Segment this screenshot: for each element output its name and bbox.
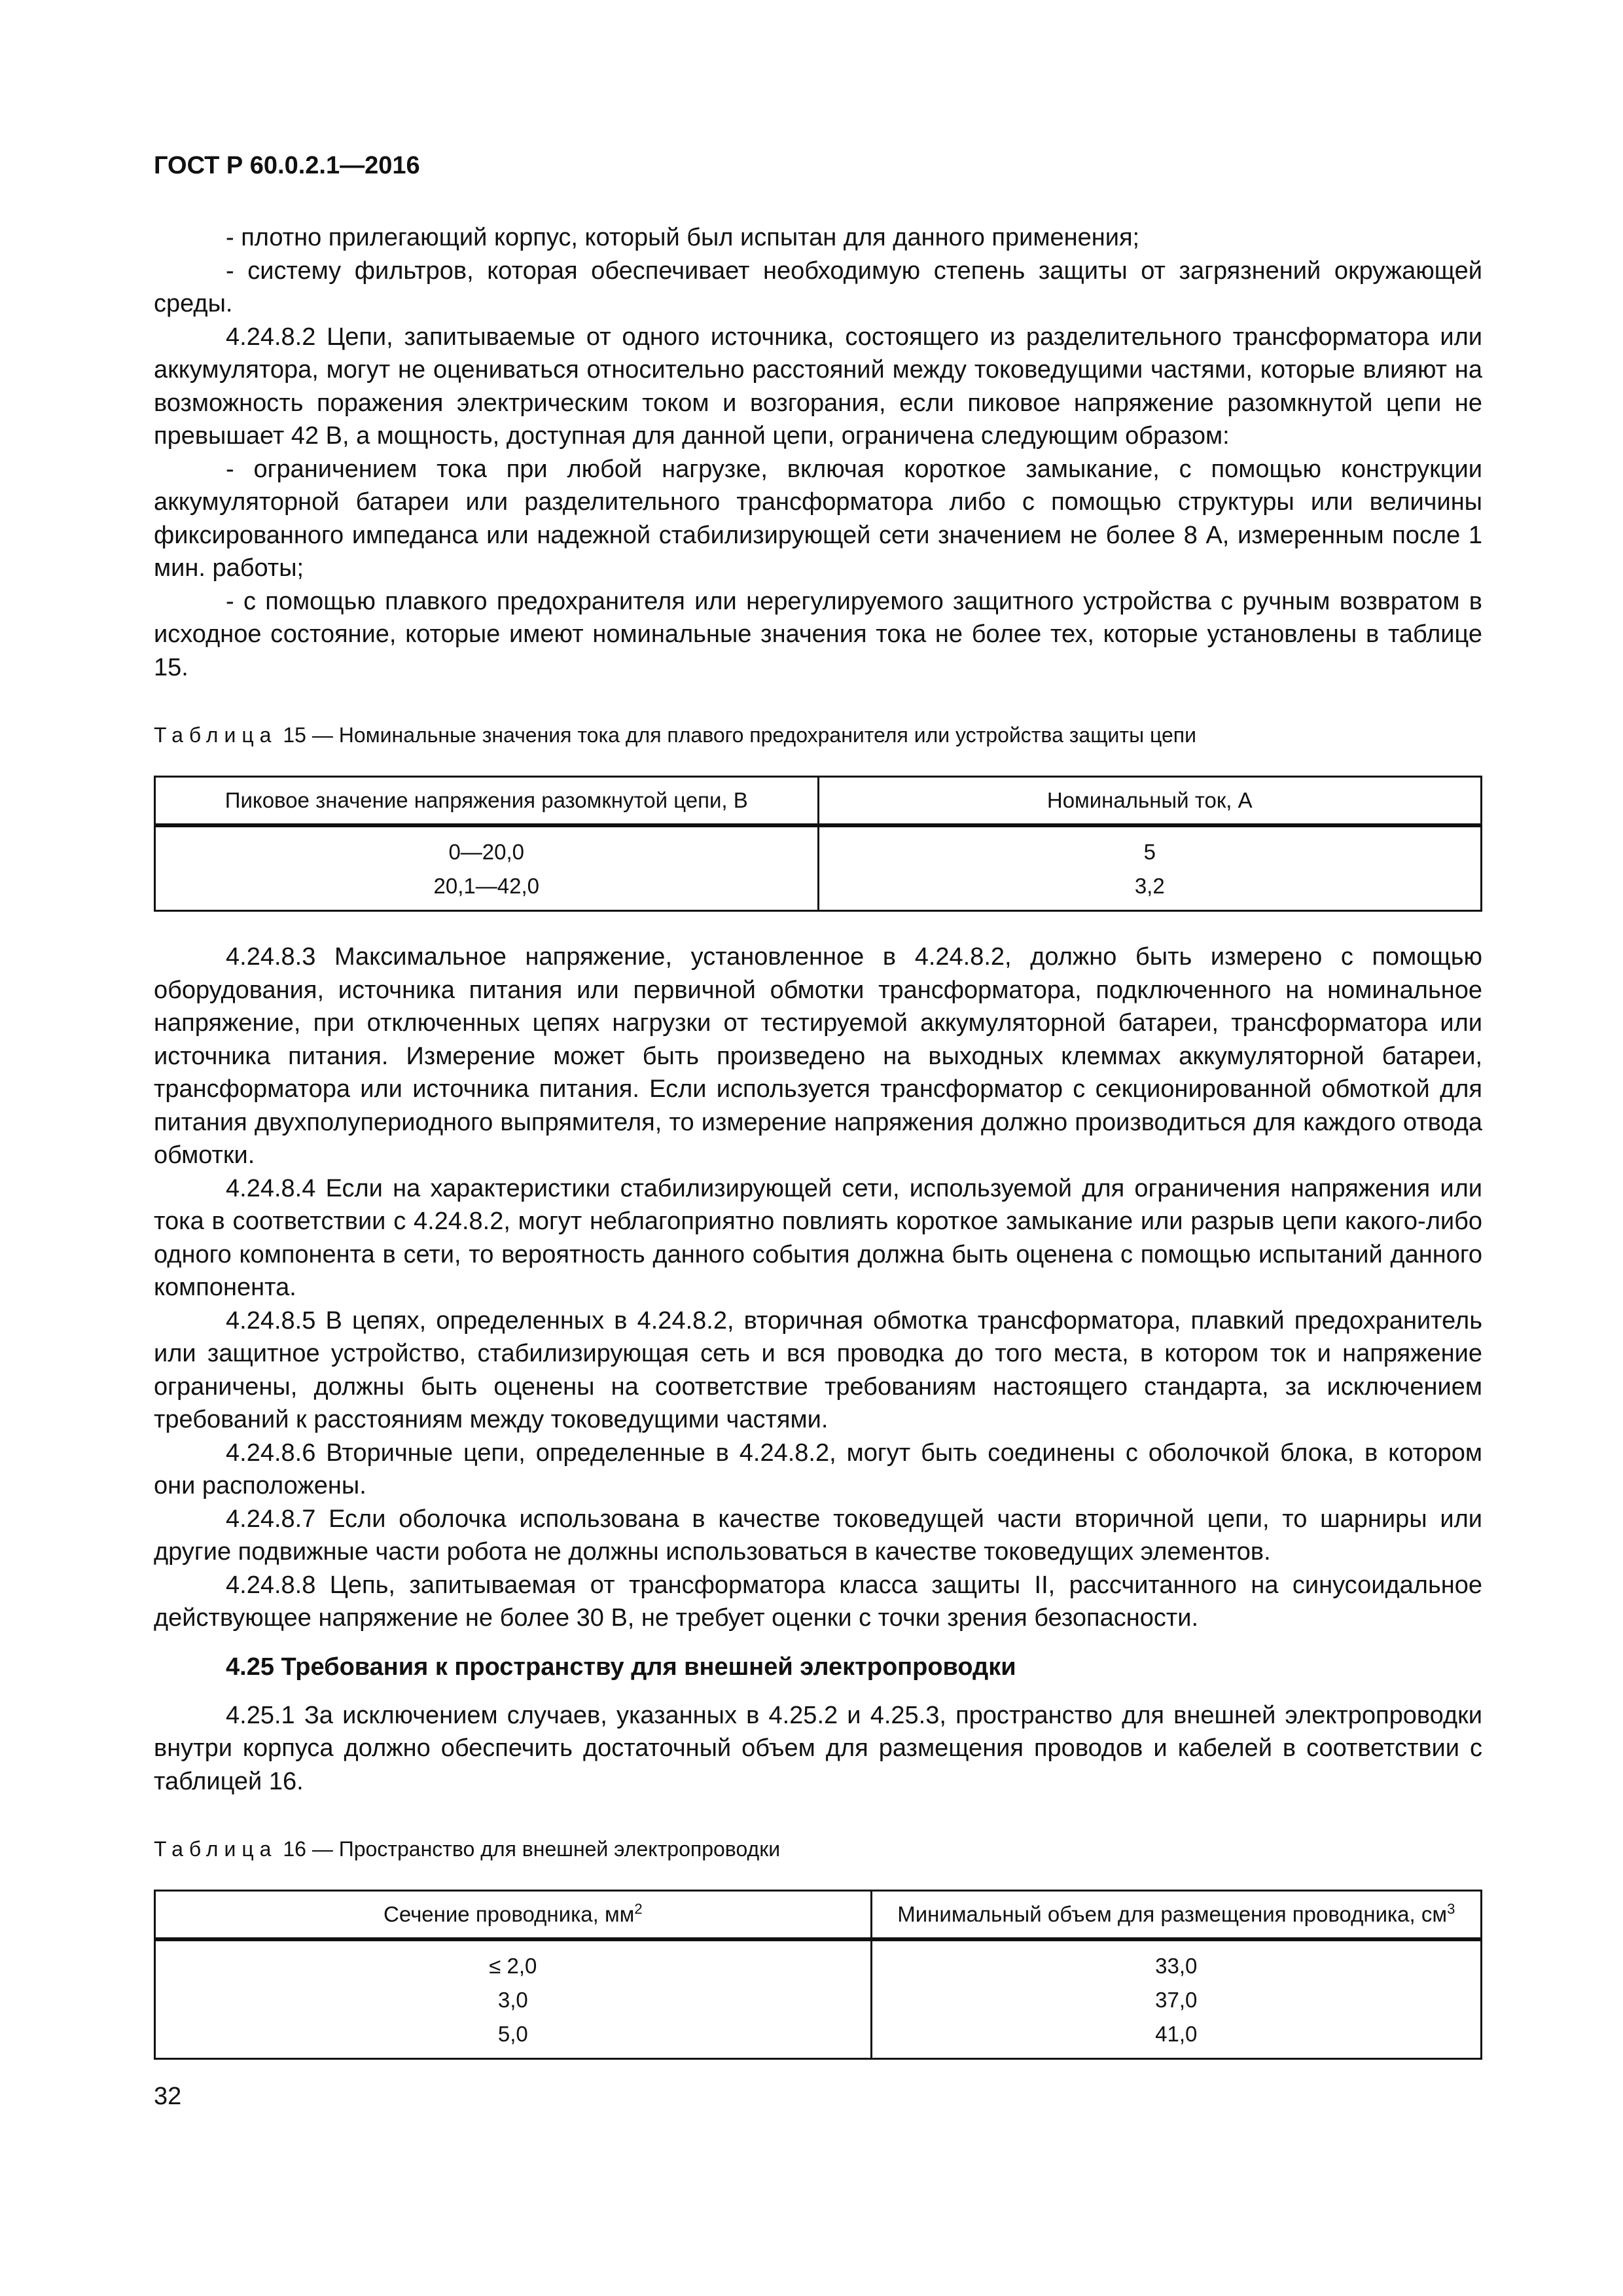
- superscript: 2: [634, 1901, 643, 1917]
- table-cell: 41,0: [871, 2017, 1481, 2059]
- paragraph: 4.25.1 За исключением случаев, указанных в 4.25.2 и 4.25.3, пространство для внешней электропроводки внутри корпуса должно обеспечить достаточный объем для размещения проводов и кабелей в соответствии с таблицей 16.: [154, 1701, 1482, 1795]
- table-15-caption: [154, 722, 1482, 748]
- table-label: Таблица: [154, 1837, 277, 1861]
- page-number: 32: [154, 2083, 182, 2110]
- table-label: Таблица: [154, 723, 277, 747]
- superscript: 3: [1447, 1901, 1455, 1917]
- header-text: Сечение проводника, мм: [383, 1902, 635, 1926]
- paragraph: 4.24.8.8 Цепь, запитываемая от трансформатора класса защиты II, рассчитанного на синусоидальное действующее напряжение не более 30 В, не требует оценки с точки зрения безопасности.: [154, 1571, 1482, 1632]
- paragraph: 4.24.8.7 Если оболочка использована в качестве токоведущей части вторичной цепи, то шарниры или другие подвижные части робота не должны использоваться в качестве токоведущих элементов.: [154, 1505, 1482, 1566]
- table-row: [155, 2017, 1482, 2059]
- table-cell: 5,0: [155, 2017, 872, 2059]
- table-cell: 5: [818, 825, 1482, 869]
- table-cell: 0—20,0: [155, 825, 819, 869]
- header-cell-current: Номинальный ток, А: [818, 777, 1482, 826]
- table-15: [154, 776, 1482, 912]
- table-cell: ≤ 2,0: [155, 1939, 872, 1983]
- header-cell-voltage: Пиковое значение напряжения разомкнутой цепи, В: [155, 777, 819, 826]
- table-16-caption: [154, 1836, 1482, 1862]
- table-row: [155, 869, 1482, 911]
- paragraph: - систему фильтров, которая обеспечивает необходимую степень защиты от загрязнений окружающей среды.: [154, 257, 1482, 317]
- table-cell: 33,0: [871, 1939, 1481, 1983]
- paragraph: 4.24.8.5 В цепях, определенных в 4.24.8.2, вторичная обмотка трансформатора, плавкий предохранитель или защитное устройство, стабилизирующая сеть и вся проводка до того места, в котором ток и напряжение ограничены, должны быть оценены на соответствие требованиям настоящего стандарта, за исключением требований к расстояниям между токоведущими частями.: [154, 1306, 1482, 1433]
- paragraph: 4.24.8.6 Вторичные цепи, определенные в 4.24.8.2, могут быть соединены с оболочкой блока, в котором они расположены.: [154, 1439, 1482, 1499]
- body-text-top: [154, 221, 1482, 684]
- document-code: ГОСТ Р 60.0.2.1—2016: [154, 152, 420, 179]
- table-cell: 3,0: [155, 1983, 872, 2017]
- table-caption-text: 15 — Номинальные значения тока для плавого предохранителя или устройства защиты цепи: [283, 723, 1196, 747]
- paragraph: 4.24.8.4 Если на характеристики стабилизирующей сети, используемой для ограничения напряжения или тока в соответствии с 4.24.8.2, могут неблагоприятно повлиять короткое замыкание или разрыв цепи какого-либо одного компонента в сети, то вероятность данного события должна быть оценена с помощью испытаний данного компонента.: [154, 1174, 1482, 1301]
- paragraph: - с помощью плавкого предохранителя или нерегулируемого защитного устройства с ручным возвратом в исходное состояние, которые имеют номинальные значения тока не более тех, которые установлены в таблице 15.: [154, 587, 1482, 681]
- header-cell-volume: [871, 1891, 1481, 1940]
- table-header-row: [155, 777, 1482, 826]
- paragraph: - плотно прилегающий корпус, который был испытан для данного применения;: [226, 224, 1140, 251]
- table-cell: 37,0: [871, 1983, 1481, 2017]
- paragraph: 4.24.8.3 Максимальное напряжение, установленное в 4.24.8.2, должно быть измерено с помощью оборудования, источника питания или первичной обмотки трансформатора, подключенного на номинальное напряжение, при отключенных цепях нагрузки от тестируемой аккумуляторной батареи, трансформатора или источника питания. Измерение может быть произведено на выходных клеммах аккумуляторной батареи, трансформатора или источника питания. Если используется трансформатор с секционированной обмоткой для питания двухполупериодного выпрямителя, то измерение напряжения должно производиться для каждого отвода обмотки.: [154, 943, 1482, 1169]
- table-header-row: [155, 1891, 1482, 1940]
- paragraph: - ограничением тока при любой нагрузке, включая короткое замыкание, с помощью конструкции аккумуляторной батареи или разделительного трансформатора либо с помощью структуры или величины фиксированного импеданса или надежной стабилизирующей сети значением не более 8 А, измеренным после 1 мин. работы;: [154, 455, 1482, 582]
- table-cell: 3,2: [818, 869, 1482, 911]
- table-row: [155, 825, 1482, 869]
- table-row: [155, 1983, 1482, 2017]
- header-cell-cross-section: [155, 1891, 872, 1940]
- table-row: [155, 1939, 1482, 1983]
- table-caption-text: 16 — Пространство для внешней электропроводки: [283, 1837, 781, 1861]
- table-cell: 20,1—42,0: [155, 869, 819, 911]
- body-text-middle: [154, 941, 1482, 1635]
- section-title: 4.25 Требования к пространству для внешней электропроводки: [226, 1653, 1016, 1681]
- header-text: Минимальный объем для размещения проводника, см: [897, 1902, 1448, 1926]
- table-16: [154, 1890, 1482, 2060]
- body-text-section: [154, 1699, 1482, 1799]
- paragraph: 4.24.8.2 Цепи, запитываемые от одного источника, состоящего из разделительного трансформатора или аккумулятора, могут не оцениваться относительно расстояний между токоведущими частями, которые влияют на возможность поражения электрическим током и возгорания, если пиковое напряжение разомкнутой цепи не превышает 42 В, а мощность, доступная для данной цепи, ограничена следующим образом:: [154, 323, 1482, 450]
